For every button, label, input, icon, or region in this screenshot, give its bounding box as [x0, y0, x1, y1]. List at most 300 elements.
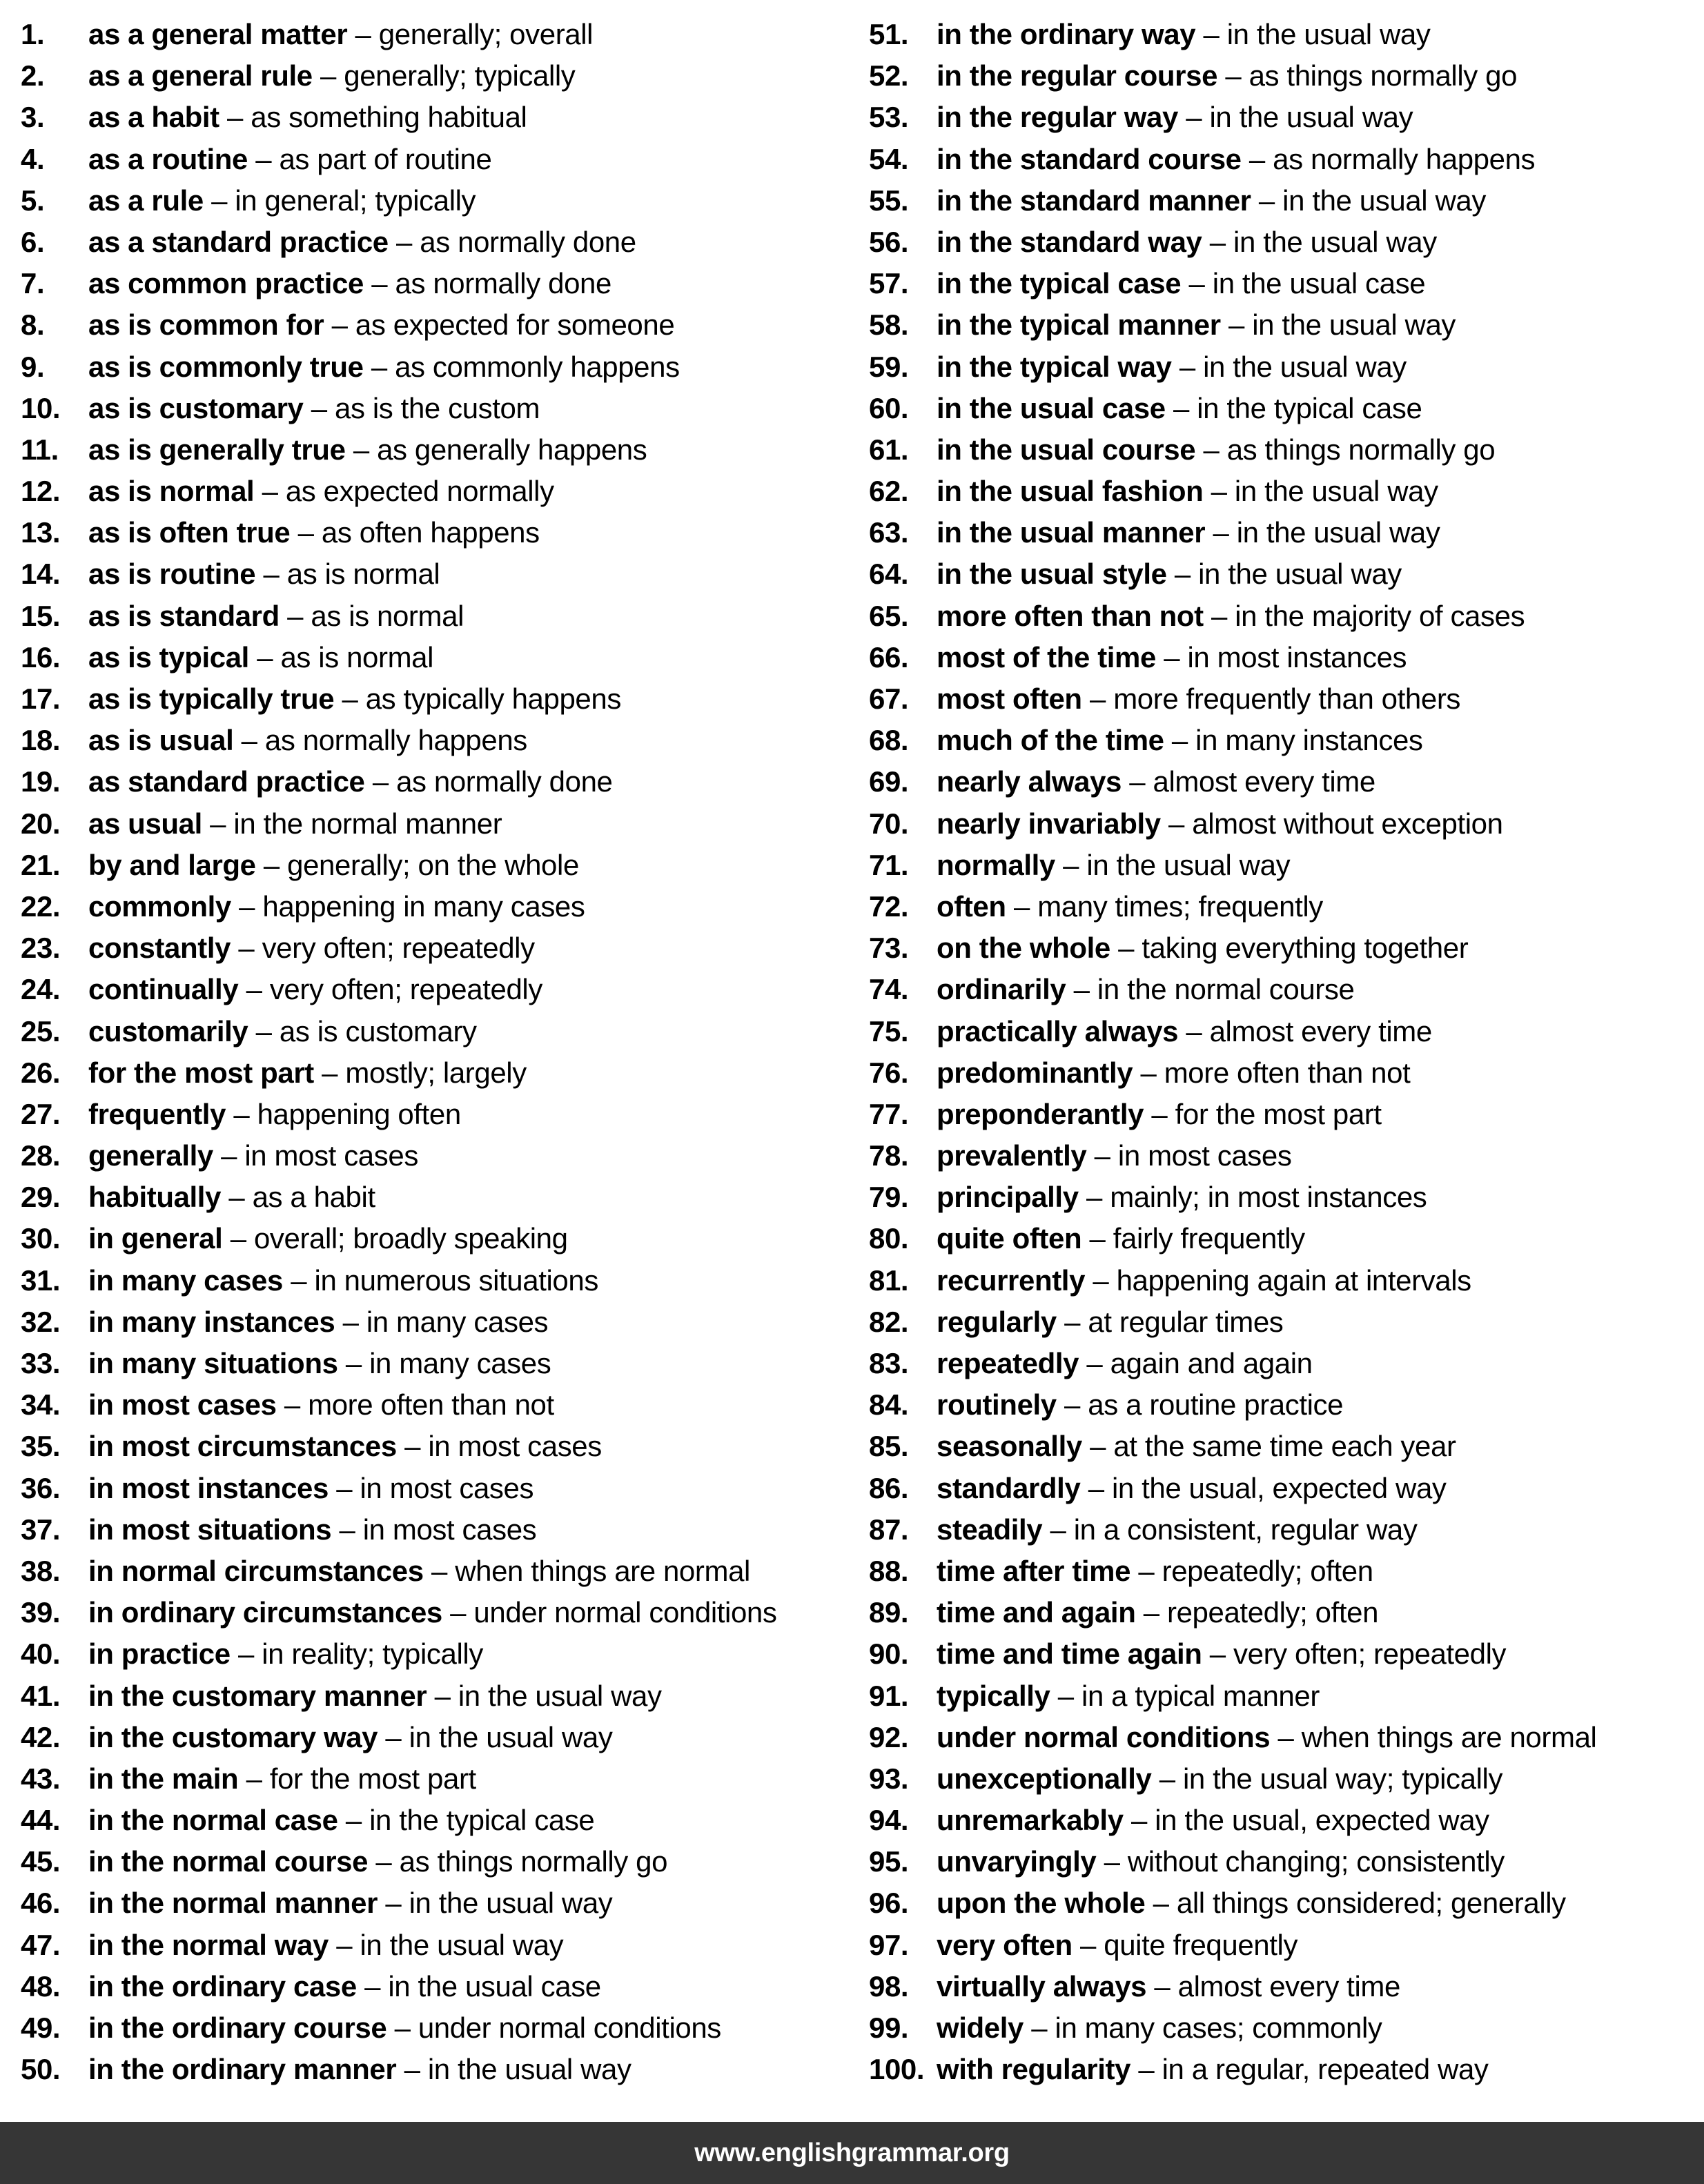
- list-item-body: [937, 1717, 1703, 1758]
- list-item-definition: in the usual way: [1203, 350, 1407, 383]
- list-item-separator: –: [257, 640, 273, 673]
- list-item-number: 89.: [869, 1596, 909, 1629]
- list-item-body: [937, 55, 1703, 97]
- list-item-body: [88, 222, 852, 263]
- list-item-definition: under normal conditions: [418, 2011, 721, 2044]
- list-item-definition: repeatedly; often: [1162, 1554, 1373, 1587]
- list-item-separator: –: [1228, 308, 1244, 342]
- list-item-number: 55.: [869, 184, 909, 217]
- list-item-body: [88, 969, 852, 1010]
- list-item: [21, 1841, 852, 1882]
- list-item-term: with regularity: [937, 2053, 1131, 2086]
- list-item-separator: –: [227, 101, 243, 134]
- list-item: [869, 761, 1703, 803]
- list-item-separator: –: [1151, 1097, 1168, 1130]
- list-item-term: in most cases: [88, 1388, 277, 1421]
- list-item-body: [88, 1426, 852, 1467]
- list-item-number: 54.: [869, 142, 909, 175]
- list-item-body: [88, 1800, 852, 1841]
- list-item-body: [937, 1177, 1703, 1218]
- list-item-number: 10.: [21, 391, 61, 424]
- list-item-separator: –: [255, 1014, 272, 1047]
- list-item-body: [88, 263, 852, 304]
- list-item-body: [88, 1509, 852, 1551]
- list-item-separator: –: [345, 1804, 362, 1837]
- list-item-definition: as is normal: [280, 640, 434, 673]
- list-item-number: 70.: [869, 807, 909, 840]
- list-item-separator: –: [342, 682, 358, 715]
- list-item-separator: –: [262, 475, 278, 508]
- list-item-body: [88, 553, 852, 595]
- list-item-term: in the normal way: [88, 1928, 329, 1961]
- list-item-term: virtually always: [937, 1969, 1147, 2003]
- list-item-number: 56.: [869, 225, 909, 258]
- list-item-term: as is customary: [88, 391, 304, 424]
- list-item: [869, 927, 1703, 969]
- list-item: [21, 1882, 852, 1924]
- list-item-body: [937, 512, 1703, 553]
- list-item-definition: in the normal manner: [233, 807, 502, 840]
- list-item-body: [937, 1052, 1703, 1094]
- list-item-number: 90.: [869, 1637, 909, 1671]
- list-item: [869, 637, 1703, 678]
- list-item-definition: as normally happens: [264, 724, 527, 757]
- list-item-term: nearly always: [937, 765, 1122, 798]
- list-item-number: 27.: [21, 1097, 61, 1130]
- list-item: [869, 886, 1703, 927]
- list-item: [21, 14, 852, 55]
- list-item-term: time after time: [937, 1554, 1131, 1587]
- list-item-body: [88, 1218, 852, 1259]
- list-item-number: 92.: [869, 1720, 909, 1753]
- list-item-body: [937, 1592, 1703, 1633]
- list-item-separator: –: [331, 308, 348, 342]
- list-item-body: [88, 14, 852, 55]
- list-item-number: 98.: [869, 1969, 909, 2003]
- list-item: [21, 1301, 852, 1343]
- list-item-definition: in most cases: [1117, 1139, 1292, 1172]
- list-item-definition: in a regular, repeated way: [1162, 2053, 1489, 2086]
- list-item-number: 91.: [869, 1679, 909, 1712]
- list-item-number: 42.: [21, 1720, 61, 1753]
- list-item-body: [88, 845, 852, 886]
- list-item-body: [88, 1177, 852, 1218]
- list-item-number: 22.: [21, 889, 61, 923]
- list-item-term: commonly: [88, 889, 231, 923]
- list-item-body: [937, 927, 1703, 969]
- list-item-term: nearly invariably: [937, 807, 1161, 840]
- list-item-body: [937, 1966, 1703, 2007]
- list-item: [21, 139, 852, 180]
- list-item-definition: in the usual, expected way: [1111, 1471, 1447, 1504]
- list-item-body: [88, 1343, 852, 1384]
- list-item-separator: –: [1064, 1305, 1081, 1338]
- list-item-definition: in the usual way: [360, 1928, 564, 1961]
- list-item-definition: in a consistent, regular way: [1073, 1513, 1418, 1546]
- list-item-definition: mainly; in most instances: [1110, 1181, 1427, 1214]
- list-item-number: 79.: [869, 1181, 909, 1214]
- list-item-body: [937, 304, 1703, 346]
- list-item-body: [937, 1551, 1703, 1592]
- list-item-separator: –: [1213, 516, 1229, 549]
- list-item-separator: –: [1174, 558, 1191, 591]
- list-item-definition: in the usual way: [1226, 18, 1431, 50]
- list-item: [21, 1218, 852, 1259]
- list-item-number: 99.: [869, 2011, 909, 2044]
- list-item-number: 61.: [869, 433, 909, 466]
- list-item-term: in the regular course: [937, 59, 1218, 92]
- list-item-separator: –: [246, 973, 262, 1006]
- list-item: [21, 1052, 852, 1094]
- list-item-separator: –: [233, 1097, 250, 1130]
- list-item: [869, 1384, 1703, 1426]
- list-item-number: 66.: [869, 640, 909, 673]
- list-item-separator: –: [1188, 267, 1205, 300]
- list-item-term: as is typically true: [88, 682, 335, 715]
- list-item-separator: –: [1258, 184, 1275, 217]
- list-item-body: [937, 2007, 1703, 2049]
- list-item: [869, 1094, 1703, 1135]
- list-item-definition: for the most part: [269, 1762, 476, 1795]
- list-item-term: in the ordinary manner: [88, 2053, 397, 2086]
- list-item-separator: –: [287, 599, 304, 632]
- list-item: [21, 2007, 852, 2049]
- list-item-term: as a routine: [88, 142, 248, 175]
- list-item-definition: in the usual way: [409, 1720, 613, 1753]
- list-item-separator: –: [339, 1513, 355, 1546]
- list-item-term: as a rule: [88, 184, 204, 217]
- list-item-term: routinely: [937, 1388, 1057, 1421]
- list-item-separator: –: [342, 1305, 359, 1338]
- list-item-term: in the ordinary case: [88, 1969, 357, 2003]
- list-item-separator: –: [404, 2053, 420, 2086]
- list-item-body: [937, 1094, 1703, 1135]
- list-item: [869, 596, 1703, 637]
- list-item-separator: –: [1168, 807, 1184, 840]
- list-item-number: 80.: [869, 1222, 909, 1255]
- list-item-definition: in the usual way; typically: [1182, 1762, 1503, 1795]
- list-item: [869, 14, 1703, 55]
- list-item-term: customarily: [88, 1014, 248, 1047]
- list-item-definition: as is the custom: [335, 391, 540, 424]
- list-item-number: 3.: [21, 101, 45, 134]
- list-item-term: in the normal manner: [88, 1887, 378, 1920]
- list-item-number: 33.: [21, 1347, 61, 1379]
- list-item: [869, 55, 1703, 97]
- list-item-definition: in the usual, expected way: [1155, 1804, 1489, 1837]
- list-item-definition: almost every time: [1153, 765, 1375, 798]
- list-item-number: 43.: [21, 1762, 61, 1795]
- list-item-definition: for the most part: [1175, 1097, 1382, 1130]
- list-item-number: 39.: [21, 1596, 61, 1629]
- list-item-definition: as is normal: [311, 599, 464, 632]
- list-item-definition: as normally done: [395, 267, 611, 300]
- list-item-separator: –: [210, 807, 226, 840]
- list-item-term: predominantly: [937, 1056, 1133, 1089]
- list-item-body: [88, 1675, 852, 1717]
- list-item-body: [937, 1509, 1703, 1551]
- list-item-separator: –: [371, 267, 388, 300]
- list-item-separator: –: [1089, 1222, 1106, 1255]
- list-item-term: recurrently: [937, 1263, 1086, 1297]
- list-item: [21, 263, 852, 304]
- list-item-body: [937, 1260, 1703, 1301]
- list-item: [21, 720, 852, 761]
- list-item-separator: –: [1050, 1513, 1066, 1546]
- list-item-separator: –: [355, 18, 371, 50]
- list-item-body: [88, 1011, 852, 1052]
- list-item: [21, 637, 852, 678]
- list-item-number: 95.: [869, 1845, 909, 1878]
- list-item-definition: in most cases: [362, 1513, 537, 1546]
- list-item-separator: –: [1073, 973, 1090, 1006]
- list-item-number: 97.: [869, 1928, 909, 1961]
- list-item-body: [937, 263, 1703, 304]
- list-item-body: [88, 304, 852, 346]
- list-item-number: 26.: [21, 1056, 61, 1089]
- list-item-number: 74.: [869, 973, 909, 1006]
- list-item: [869, 1011, 1703, 1052]
- list-item-number: 31.: [21, 1263, 61, 1297]
- list-item-number: 45.: [21, 1845, 61, 1878]
- list-item-number: 44.: [21, 1804, 61, 1837]
- list-item-body: [88, 471, 852, 512]
- list-item-term: in the usual fashion: [937, 475, 1204, 508]
- list-item-number: 51.: [869, 18, 909, 50]
- list-item-definition: in a typical manner: [1081, 1679, 1320, 1712]
- list-item: [869, 720, 1703, 761]
- list-item-definition: in the usual way: [1252, 308, 1456, 342]
- list-item: [869, 1882, 1703, 1924]
- list-item-definition: fairly frequently: [1113, 1222, 1305, 1255]
- list-item-separator: –: [228, 1181, 245, 1214]
- list-item-body: [937, 14, 1703, 55]
- list-item-term: repeatedly: [937, 1347, 1079, 1379]
- list-item-definition: repeatedly; often: [1167, 1596, 1379, 1629]
- list-item: [21, 1426, 852, 1467]
- list-item-separator: –: [1086, 1181, 1102, 1214]
- list-item-body: [88, 1135, 852, 1177]
- list-item-separator: –: [291, 1263, 307, 1297]
- list-item-separator: –: [1209, 1637, 1226, 1671]
- list-item-definition: at regular times: [1088, 1305, 1284, 1338]
- list-item-definition: very often; repeatedly: [269, 973, 542, 1006]
- list-item: [869, 1426, 1703, 1467]
- list-item-number: 78.: [869, 1139, 909, 1172]
- list-item-separator: –: [297, 516, 314, 549]
- list-item: [869, 429, 1703, 471]
- list-item-term: in many cases: [88, 1263, 283, 1297]
- list-item-body: [937, 97, 1703, 138]
- list-item: [869, 346, 1703, 388]
- list-item-number: 5.: [21, 184, 45, 217]
- list-item-separator: –: [320, 59, 336, 92]
- list-item-separator: –: [1118, 932, 1135, 965]
- list-item-term: as is common for: [88, 308, 324, 342]
- list-item: [21, 1925, 852, 1966]
- list-item-number: 75.: [869, 1014, 909, 1047]
- list-item-body: [88, 1551, 852, 1592]
- list-item-number: 52.: [869, 59, 909, 92]
- list-item-number: 30.: [21, 1222, 61, 1255]
- list-item: [869, 1218, 1703, 1259]
- list-item-body: [937, 761, 1703, 803]
- list-item-number: 18.: [21, 724, 61, 757]
- list-item: [21, 1094, 852, 1135]
- list-item-number: 63.: [869, 516, 909, 549]
- list-item-term: in the main: [88, 1762, 239, 1795]
- list-item-term: in the typical case: [937, 267, 1182, 300]
- list-item-definition: taking everything together: [1142, 932, 1469, 965]
- list-item: [21, 845, 852, 886]
- list-item-number: 81.: [869, 1263, 909, 1297]
- list-item-body: [937, 2049, 1703, 2090]
- list-item: [869, 222, 1703, 263]
- list-item-number: 38.: [21, 1554, 61, 1587]
- list-item-definition: all things considered; generally: [1176, 1887, 1566, 1920]
- list-item: [869, 1177, 1703, 1218]
- list-item-term: preponderantly: [937, 1097, 1144, 1130]
- list-item-definition: as commonly happens: [395, 350, 680, 383]
- list-item-separator: –: [345, 1347, 362, 1379]
- list-item-term: as is standard: [88, 599, 280, 632]
- list-item: [869, 139, 1703, 180]
- list-item-number: 46.: [21, 1887, 61, 1920]
- list-item-number: 85.: [869, 1430, 909, 1463]
- list-item-number: 8.: [21, 308, 45, 342]
- list-item-definition: quite frequently: [1104, 1928, 1298, 1961]
- list-item-term: in the normal case: [88, 1804, 338, 1837]
- list-item-term: constantly: [88, 932, 231, 965]
- list-item-definition: in many instances: [1195, 724, 1423, 757]
- list-item-number: 7.: [21, 267, 45, 300]
- list-item-separator: –: [385, 1720, 402, 1753]
- list-item-definition: when things are normal: [1301, 1720, 1597, 1753]
- list-item-definition: more frequently than others: [1113, 682, 1461, 715]
- list-item-separator: –: [1179, 350, 1195, 383]
- list-item-number: 62.: [869, 475, 909, 508]
- list-item-number: 71.: [869, 848, 909, 881]
- list-item-body: [937, 429, 1703, 471]
- list-item-term: in the standard manner: [937, 184, 1251, 217]
- list-item-term: as is routine: [88, 558, 256, 591]
- list-item-body: [937, 1758, 1703, 1800]
- list-item-term: unremarkably: [937, 1804, 1124, 1837]
- list-item-definition: as something habitual: [251, 101, 527, 134]
- list-item: [21, 1011, 852, 1052]
- list-item-term: in the customary manner: [88, 1679, 427, 1712]
- footer-bar: [0, 2122, 1704, 2184]
- list-item: [21, 429, 852, 471]
- list-item-body: [937, 471, 1703, 512]
- list-item-term: as a standard practice: [88, 225, 389, 258]
- list-item: [21, 180, 852, 222]
- list-item-separator: –: [1064, 1388, 1081, 1421]
- list-item-body: [88, 803, 852, 845]
- list-item-body: [88, 1633, 852, 1675]
- list-item-definition: as normally happens: [1273, 142, 1536, 175]
- list-item-number: 19.: [21, 765, 61, 798]
- list-item-number: 67.: [869, 682, 909, 715]
- list-item-definition: very often; repeatedly: [262, 932, 535, 965]
- list-item: [869, 1841, 1703, 1882]
- list-item-separator: –: [1093, 1263, 1109, 1297]
- list-item: [869, 803, 1703, 845]
- list-item-separator: –: [1094, 1139, 1110, 1172]
- list-item-body: [88, 97, 852, 138]
- list-item-number: 29.: [21, 1181, 61, 1214]
- list-item-separator: –: [336, 1928, 353, 1961]
- list-item: [21, 97, 852, 138]
- right-column: [852, 14, 1703, 2122]
- list-item-number: 77.: [869, 1097, 909, 1130]
- list-item: [869, 1592, 1703, 1633]
- list-item-body: [937, 886, 1703, 927]
- list-item-body: [88, 180, 852, 222]
- list-item-term: practically always: [937, 1014, 1179, 1047]
- list-item-separator: –: [211, 184, 228, 217]
- list-item-separator: –: [1248, 142, 1265, 175]
- list-item-definition: in the usual way: [1236, 516, 1440, 549]
- list-item-separator: –: [1153, 1887, 1169, 1920]
- list-item-number: 83.: [869, 1347, 909, 1379]
- list-item-term: on the whole: [937, 932, 1110, 965]
- list-item-separator: –: [1086, 1347, 1103, 1379]
- list-item-body: [937, 637, 1703, 678]
- list-item-term: standardly: [937, 1471, 1081, 1504]
- list-item-definition: in the usual way: [1209, 101, 1413, 134]
- list-item-term: typically: [937, 1679, 1050, 1712]
- list-item: [21, 1384, 852, 1426]
- list-item-number: 88.: [869, 1554, 909, 1587]
- list-item: [21, 1260, 852, 1301]
- list-item-body: [937, 1633, 1703, 1675]
- list-item-separator: –: [1130, 1804, 1147, 1837]
- list-item-number: 64.: [869, 558, 909, 591]
- list-item: [21, 471, 852, 512]
- list-item-separator: –: [375, 1845, 392, 1878]
- list-item-term: as standard practice: [88, 765, 365, 798]
- list-item-number: 87.: [869, 1513, 909, 1546]
- list-item-body: [88, 429, 852, 471]
- list-item-separator: –: [1013, 889, 1030, 923]
- list-item-definition: under normal conditions: [473, 1596, 777, 1629]
- list-item-definition: happening often: [257, 1097, 461, 1130]
- list-item: [869, 2049, 1703, 2090]
- list-item-definition: as things normally go: [1226, 433, 1496, 466]
- list-item-number: 93.: [869, 1762, 909, 1795]
- list-item-number: 96.: [869, 1887, 909, 1920]
- list-item-term: in the ordinary course: [88, 2011, 387, 2044]
- list-item-separator: –: [1089, 682, 1106, 715]
- list-item-body: [937, 1675, 1703, 1717]
- list-item-body: [88, 346, 852, 388]
- list-item-separator: –: [1225, 59, 1242, 92]
- list-item-term: unvaryingly: [937, 1845, 1097, 1878]
- list-item-term: generally: [88, 1139, 213, 1172]
- list-item: [869, 512, 1703, 553]
- list-item-definition: happening again at intervals: [1116, 1263, 1471, 1297]
- list-item-definition: in the typical case: [1197, 391, 1422, 424]
- list-item-body: [88, 1966, 852, 2007]
- list-item-body: [937, 1301, 1703, 1343]
- list-item: [869, 263, 1703, 304]
- list-item: [21, 1758, 852, 1800]
- list-item-definition: in most cases: [428, 1430, 602, 1463]
- list-item: [21, 304, 852, 346]
- list-item-body: [88, 1384, 852, 1426]
- list-item: [869, 1925, 1703, 1966]
